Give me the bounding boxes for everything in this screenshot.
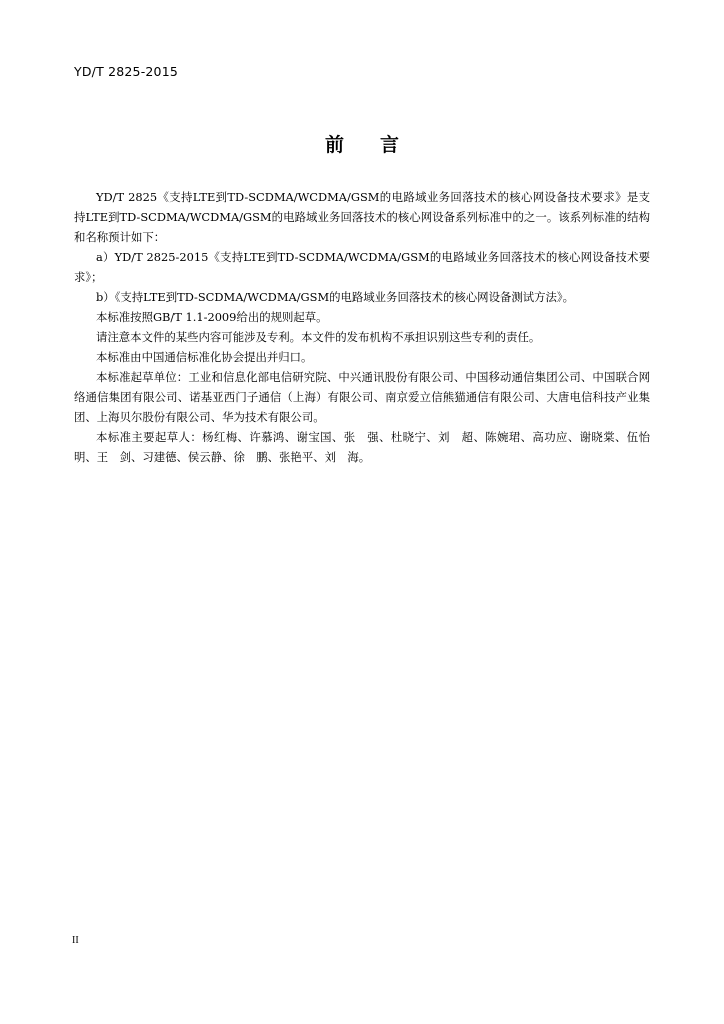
paragraph-drafters: 本标准主要起草人：杨红梅、许慕鸿、谢宝国、张 强、杜晓宁、刘 超、陈婉珺、高功应、谢晓棠、伍怡明、王 剑、习建德、侯云静、徐 鹏、张艳平、刘 海。 [74, 430, 650, 464]
paragraph-proposer: 本标准由中国通信标准化协会提出并归口。 [96, 350, 313, 364]
paragraph-patent-notice: 请注意本文件的某些内容可能涉及专利。本文件的发布机构不承担识别这些专利的责任。 [96, 330, 541, 344]
paragraph-list-item-a: a）YD/T 2825-2015《支持LTE到TD-SCDMA/WCDMA/GSM的电路域业务回落技术的核心网设备技术要求》； [74, 250, 650, 284]
foreword-body [74, 187, 650, 467]
page-title [0, 130, 724, 157]
title-part-2: 言 [380, 134, 400, 156]
paragraph-series-intro: YD/T 2825《支持LTE到TD-SCDMA/WCDMA/GSM的电路域业务回落技术的核心网设备技术要求》是支持LTE到TD-SCDMA/WCDMA/GSM的电路域业务回落技术的核心网设备系列标准中的之一。该系列标准的结构和名称预计如下： [74, 190, 650, 244]
paragraph-list-item-b: b）《支持LTE到TD-SCDMA/WCDMA/GSM的电路域业务回落技术的核心网设备测试方法》。 [96, 290, 575, 304]
paragraph-drafting-units: 本标准起草单位：工业和信息化部电信研究院、中兴通讯股份有限公司、中国移动通信集团公司、中国联合网络通信集团有限公司、诺基亚西门子通信（上海）有限公司、南京爱立信熊猫通信有限公司、大唐电信科技产业集团、上海贝尔股份有限公司、华为技术有限公司。 [74, 370, 650, 424]
title-part-1: 前 [324, 134, 344, 156]
paragraph-drafting-rules: 本标准按照GB/T 1.1-2009给出的规则起草。 [96, 310, 328, 324]
document-code: YD/T 2825-2015 [74, 64, 179, 79]
page-number: II [72, 935, 79, 946]
